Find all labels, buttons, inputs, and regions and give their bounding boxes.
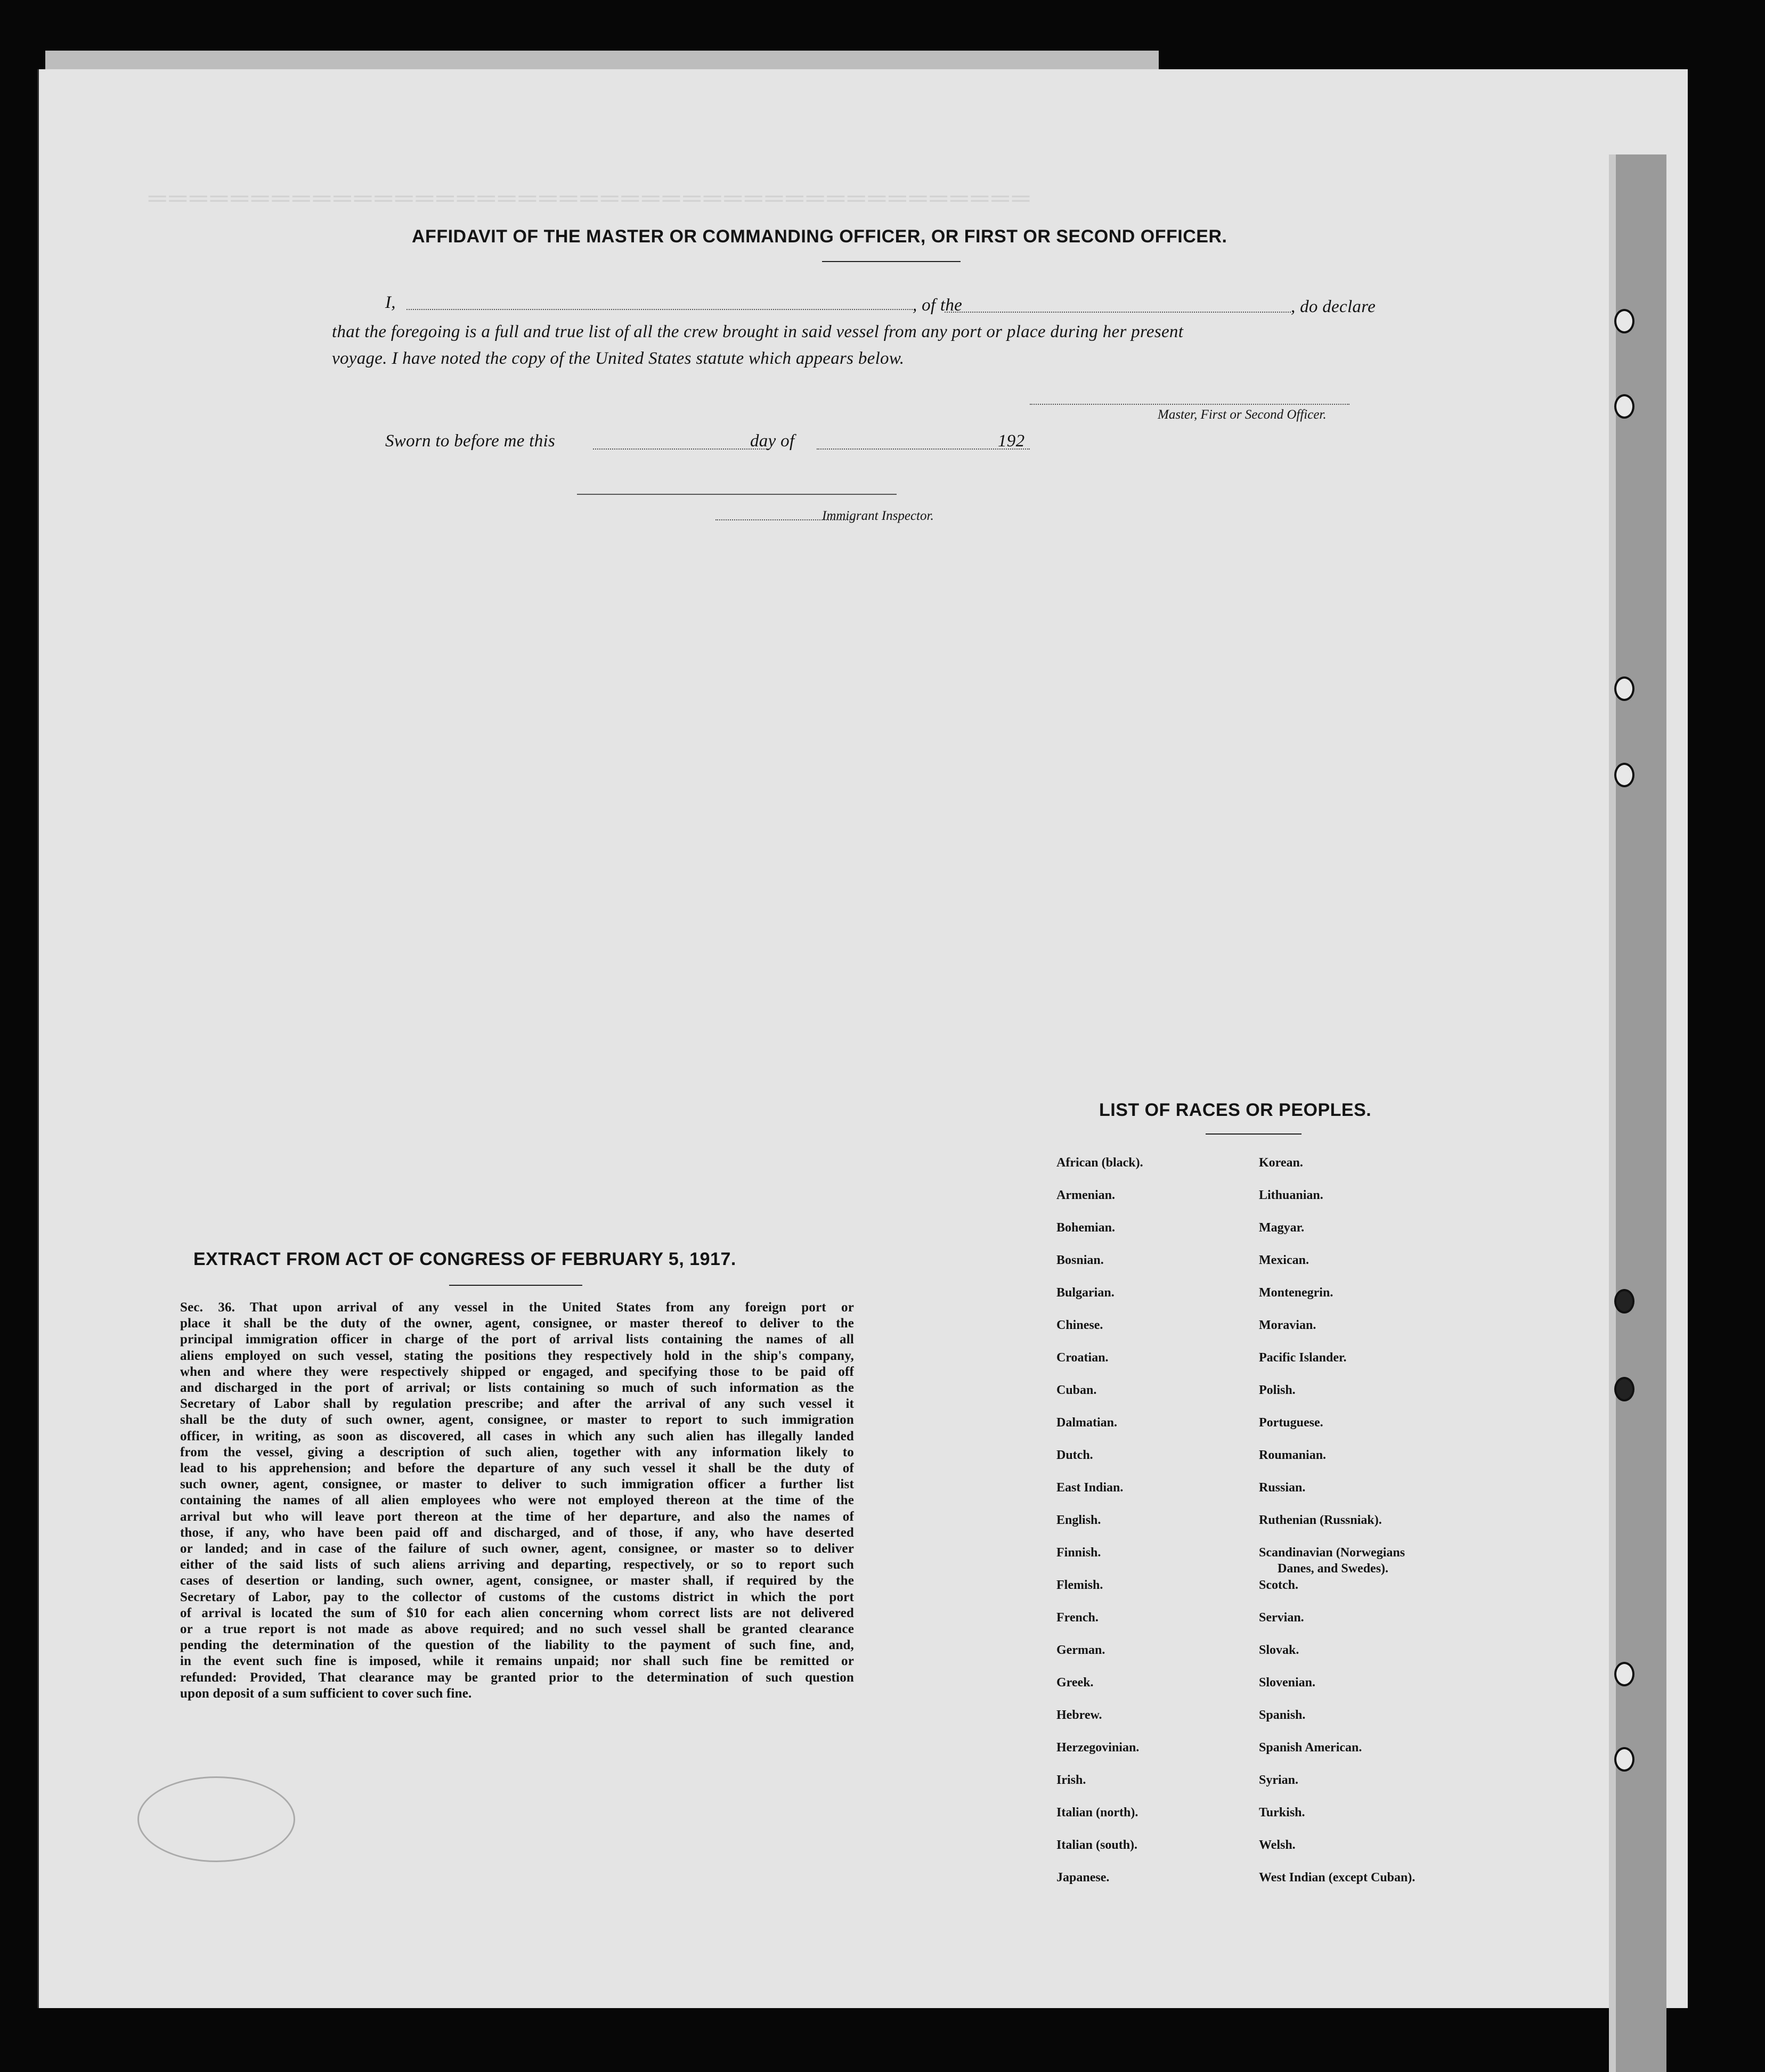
punch-hole xyxy=(1614,1377,1634,1401)
affidavit-title: AFFIDAVIT OF THE MASTER OR COMMANDING OFFICER, OR FIRST OR SECOND OFFICER. xyxy=(412,226,1227,247)
sworn-label: Sworn to before me this xyxy=(385,431,556,451)
race-item: Servian. xyxy=(1259,1611,1304,1625)
race-item: Portuguese. xyxy=(1259,1416,1323,1430)
extract-line: officer, in writing, as soon as discovered, all cases in which any such alien has illegally landed xyxy=(180,1429,854,1443)
year-label: 192 xyxy=(998,431,1025,451)
race-item: Danes, and Swedes). xyxy=(1278,1562,1389,1576)
race-item: Slovak. xyxy=(1259,1643,1299,1657)
page-edge-right xyxy=(1616,154,1666,2072)
punch-hole xyxy=(1614,1747,1634,1772)
race-item: Scotch. xyxy=(1259,1578,1298,1592)
race-item: Slovenian. xyxy=(1259,1676,1316,1690)
extract-line: such owner, agent, consignee, or master to deliver to such immigration officer a further list xyxy=(180,1477,854,1492)
extract-line: or a true report is not made as above required; and no such vessel shall be granted clearance xyxy=(180,1622,854,1637)
race-item: Bosnian. xyxy=(1056,1253,1104,1267)
signature-label: Master, First or Second Officer. xyxy=(1158,407,1327,422)
race-item: Italian (south). xyxy=(1056,1838,1138,1852)
extract-line: pending the determination of the question of the liability to the payment of such fine, and, xyxy=(180,1638,854,1653)
race-item: Herzegovinian. xyxy=(1056,1741,1140,1755)
punch-hole xyxy=(1614,676,1634,701)
extract-line: either of the said lists of such aliens arriving and departing, respectively, or so to report such xyxy=(180,1557,854,1572)
extract-underline xyxy=(449,1285,582,1286)
race-item: Turkish. xyxy=(1259,1806,1305,1820)
affidavit-of-the-label: , of the xyxy=(913,296,963,315)
extract-line: of arrival is located the sum of $10 for each alien concerning whom correct lists are not delivered xyxy=(180,1605,854,1620)
race-item: Welsh. xyxy=(1259,1838,1296,1852)
race-item: West Indian (except Cuban). xyxy=(1259,1871,1416,1885)
affidavit-line-2: that the foregoing is a full and true list of all the crew brought in said vessel from any port or place during her present xyxy=(332,322,1184,341)
extract-line: and discharged in the port of arrival; or lists containing so much of such information as the xyxy=(180,1381,854,1396)
signature-field[interactable] xyxy=(1030,404,1349,405)
race-item: Magyar. xyxy=(1259,1221,1305,1235)
races-underline xyxy=(1206,1133,1302,1135)
affidavit-line-3: voyage. I have noted the copy of the United States statute which appears below. xyxy=(332,349,905,368)
punch-hole xyxy=(1614,394,1634,419)
race-item: Finnish. xyxy=(1056,1546,1101,1560)
race-item: Flemish. xyxy=(1056,1578,1103,1592)
extract-line: lead to his apprehension; and before the departure of any such vessel it shall be the duty of xyxy=(180,1461,854,1476)
race-item: Lithuanian. xyxy=(1259,1188,1323,1202)
bleed-through-text: ═══════════════════════════════════════════ xyxy=(145,184,1030,211)
punch-hole xyxy=(1614,309,1634,333)
extract-line: containing the names of all alien employees who were not employed thereon at the time of the xyxy=(180,1493,854,1508)
race-item: Mexican. xyxy=(1259,1253,1309,1267)
extract-title: EXTRACT FROM ACT OF CONGRESS OF FEBRUARY 5, 1917. xyxy=(193,1249,736,1269)
vessel-field[interactable] xyxy=(945,312,1291,313)
race-item: Moravian. xyxy=(1259,1318,1316,1332)
extract-line: principal immigration officer in charge of the port of arrival lists containing the names of all xyxy=(180,1332,854,1347)
punch-hole xyxy=(1614,1662,1634,1686)
affidavit-do-declare-label: , do declare xyxy=(1291,297,1376,316)
extract-line: Sec. 36. That upon arrival of any vessel in the United States from any foreign port or xyxy=(180,1300,854,1315)
extract-line: refunded: Provided, That clearance may be granted prior to the determination of such question xyxy=(180,1670,854,1685)
race-item: Spanish. xyxy=(1259,1708,1306,1722)
race-item: Greek. xyxy=(1056,1676,1094,1690)
race-item: Roumanian. xyxy=(1259,1448,1327,1462)
extract-line: Secretary of Labor, pay to the collector of customs of the customs district in which the port xyxy=(180,1589,854,1604)
extract-line: arrival but who will leave port thereon at the time of her departure, and also the names of xyxy=(180,1509,854,1524)
race-item: English. xyxy=(1056,1513,1101,1527)
race-item: Irish. xyxy=(1056,1773,1086,1787)
punch-hole xyxy=(1614,1289,1634,1314)
race-item: Spanish American. xyxy=(1259,1741,1362,1755)
race-item: Bulgarian. xyxy=(1056,1286,1115,1300)
inspector-label: Immigrant Inspector. xyxy=(822,509,934,523)
race-item: East Indian. xyxy=(1056,1481,1124,1495)
extract-line: aliens employed on such vessel, stating the positions they respectively hold in the ship's company, xyxy=(180,1348,854,1363)
race-item: Pacific Islander. xyxy=(1259,1351,1347,1365)
extract-line: or landed; and in case of the failure of such owner, agent, consignee, or master so to deliver xyxy=(180,1541,854,1556)
race-item: Ruthenian (Russniak). xyxy=(1259,1513,1382,1527)
race-item: Bohemian. xyxy=(1056,1221,1116,1235)
day-of-label: day of xyxy=(750,431,795,451)
title-underline xyxy=(822,261,961,262)
race-item: Croatian. xyxy=(1056,1351,1109,1365)
extract-body xyxy=(180,1300,854,1702)
race-item: Armenian. xyxy=(1056,1188,1115,1202)
race-item: Russian. xyxy=(1259,1481,1306,1495)
punch-hole xyxy=(1614,763,1634,787)
inspector-signature-line[interactable] xyxy=(577,494,897,495)
extract-line: from the vessel, giving a description of such alien, together with any information likely to xyxy=(180,1445,854,1459)
race-item: German. xyxy=(1056,1643,1105,1657)
race-item: Korean. xyxy=(1259,1156,1303,1170)
race-item: Polish. xyxy=(1259,1383,1296,1397)
race-item: Japanese. xyxy=(1056,1871,1110,1885)
race-item: Syrian. xyxy=(1259,1773,1299,1787)
race-item: Dutch. xyxy=(1056,1448,1093,1462)
extract-line: upon deposit of a sum sufficient to cover such fine. xyxy=(180,1686,472,1701)
document-page xyxy=(37,69,1688,2008)
faded-stamp xyxy=(137,1776,295,1862)
sworn-day-field[interactable] xyxy=(593,448,769,450)
extract-line: those, if any, who have been paid off and discharged, and of those, if any, who have deserted xyxy=(180,1525,854,1540)
race-item: Italian (north). xyxy=(1056,1806,1138,1820)
race-item: French. xyxy=(1056,1611,1099,1625)
race-item: African (black). xyxy=(1056,1156,1143,1170)
extract-line: in the event such fine is imposed, while it remains unpaid; nor shall such fine be remitted or xyxy=(180,1654,854,1669)
extract-line: cases of desertion or landing, such owner, agent, consignee, or master shall, if required by the xyxy=(180,1573,854,1588)
race-item: Scandinavian (Norwegians xyxy=(1259,1546,1405,1560)
race-item: Chinese. xyxy=(1056,1318,1103,1332)
race-item: Cuban. xyxy=(1056,1383,1097,1397)
extract-line: Secretary of Labor shall by regulation prescribe; and after the arrival of any such vessel it xyxy=(180,1397,854,1412)
race-item: Hebrew. xyxy=(1056,1708,1102,1722)
races-title: LIST OF RACES OR PEOPLES. xyxy=(1099,1100,1372,1120)
extract-line: when and where they were respectively shipped or engaged, and specifying those to be paid off xyxy=(180,1364,854,1379)
extract-line: shall be the duty of such owner, agent, consignee, or master to report to such immigration xyxy=(180,1413,854,1427)
extract-line: place it shall be the duty of the owner, agent, consignee, or master thereof to deliver to the xyxy=(180,1316,854,1331)
affidavit-i-label: I, xyxy=(385,293,396,312)
race-item: Dalmatian. xyxy=(1056,1416,1117,1430)
name-field[interactable] xyxy=(406,309,913,310)
race-item: Montenegrin. xyxy=(1259,1286,1333,1300)
